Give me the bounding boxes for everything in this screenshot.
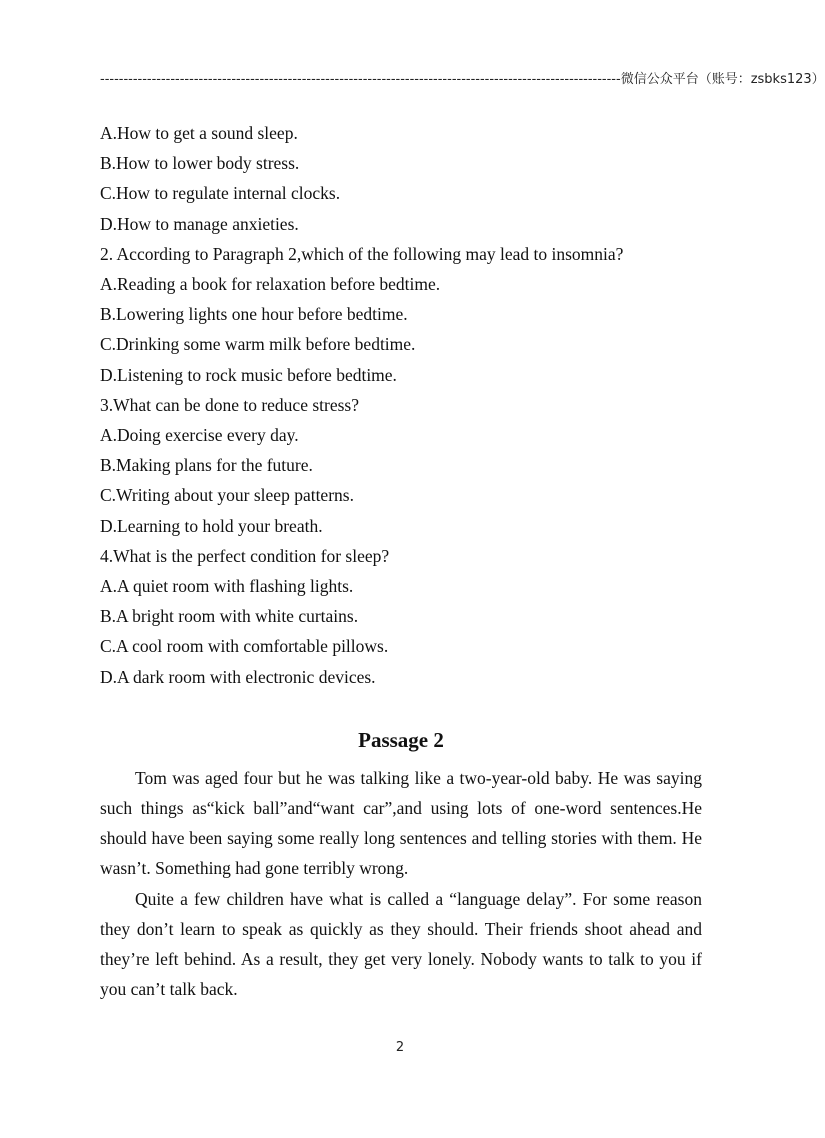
passage-paragraph: Quite a few children have what is called a “language delay”. For some reason they don’t learn to speak as quickly as they should. Their friends shoot ahead and they’re left behind. As a result, they get very lonely. Nobody wants to talk to you if you can’t talk back. [100,888,702,1000]
option: A.Doing exercise every day. [100,425,299,446]
page-content [100,118,702,1004]
option: C.How to regulate internal clocks. [100,183,341,204]
header-dashes: --------------------------------------------------------------------------------------------------------------- [100,72,621,87]
option: B.A bright room with white curtains. [100,606,359,627]
option: B.Lowering lights one hour before bedtime. [100,304,408,325]
page-number: 2 [395,1040,405,1055]
page-header [100,68,825,87]
question-2 [100,239,702,390]
option: D.A dark room with electronic devices. [100,666,376,687]
passage-paragraph: Tom was aged four but he was talking like a two-year-old baby. He was saying such things as“kick ball”and“want car”,and using lots of one-word sentences.He should have been saying some really long sentences and telling stories with them. He wasn’t. Something had gone terribly wrong. [100,767,702,879]
option: D.How to manage anxieties. [100,213,299,234]
option: B.How to lower body stress. [100,153,300,174]
question-1-options [100,118,702,239]
question-stem: 3.What can be done to reduce stress? [100,394,359,415]
option: D.Learning to hold your breath. [100,515,323,536]
option: C.A cool room with comfortable pillows. [100,636,389,657]
question-4 [100,541,702,692]
option: A.How to get a sound sleep. [100,123,298,143]
option: B.Making plans for the future. [100,455,313,476]
option: A.Reading a book for relaxation before bedtime. [100,274,441,295]
passage-title: Passage 2 [358,727,444,752]
option: D.Listening to rock music before bedtime. [100,364,397,385]
option: C.Drinking some warm milk before bedtime. [100,334,416,355]
question-stem: 2. According to Paragraph 2,which of the following may lead to insomnia? [100,243,624,264]
question-stem: 4.What is the perfect condition for sleep? [100,545,390,566]
header-source: 微信公众平台（账号：zsbks123） [620,72,825,87]
option: A.A quiet room with flashing lights. [100,576,354,597]
question-3 [100,390,702,541]
option: C.Writing about your sleep patterns. [100,485,354,506]
